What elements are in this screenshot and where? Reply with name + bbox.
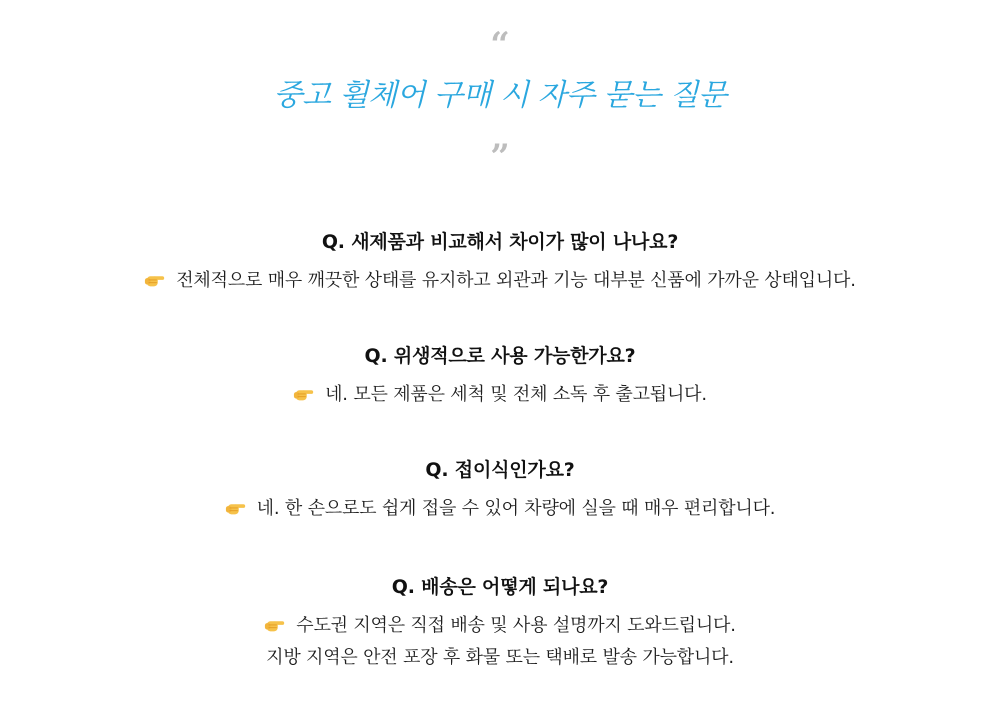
faq-answer [0,379,1000,411]
faq-answer [0,610,1000,674]
faq-item [0,457,1000,525]
faq-answer-line [0,265,1000,297]
faq-question: Q. 접이식인가요? [425,459,575,481]
backhand-index-pointing-right-icon [293,382,315,404]
faq-answer [0,493,1000,525]
faq-item [0,574,1000,674]
faq-question: Q. 새제품과 비교해서 차이가 많이 나나요? [321,231,679,253]
faq-answer [0,265,1000,297]
faq-answer-text: 네. 한 손으로도 쉽게 접을 수 있어 차량에 실을 때 매우 편리합니다. [256,498,776,519]
backhand-index-pointing-right-icon [225,496,247,518]
open-quote-mark: “ [490,25,510,65]
faq-answer-line [0,493,1000,525]
faq-item [0,229,1000,297]
faq-answer-text: 전체적으로 매우 깨끗한 상태를 유지하고 외관과 기능 대부분 신품에 가까운 상태입니다. [176,270,856,291]
faq-answer-line [0,379,1000,411]
faq-answer-text: 네. 모든 제품은 세척 및 전체 소독 후 출고됩니다. [325,384,707,405]
faq-answer-line: 지방 지역은 안전 포장 후 화물 또는 택배로 발송 가능합니다. [266,647,734,668]
backhand-index-pointing-right-icon [144,268,166,290]
faq-answer-line [0,610,1000,642]
faq-question: Q. 배송은 어떻게 되나요? [391,576,609,598]
backhand-index-pointing-right-icon [264,613,286,635]
close-quote-mark: ” [490,137,510,177]
faq-answer-text: 수도권 지역은 직접 배송 및 사용 설명까지 도와드립니다. [296,615,736,636]
page-title: 중고 휠체어 구매 시 자주 묻는 질문 [273,78,727,113]
faq-question: Q. 위생적으로 사용 가능한가요? [364,345,636,367]
faq-item [0,343,1000,411]
